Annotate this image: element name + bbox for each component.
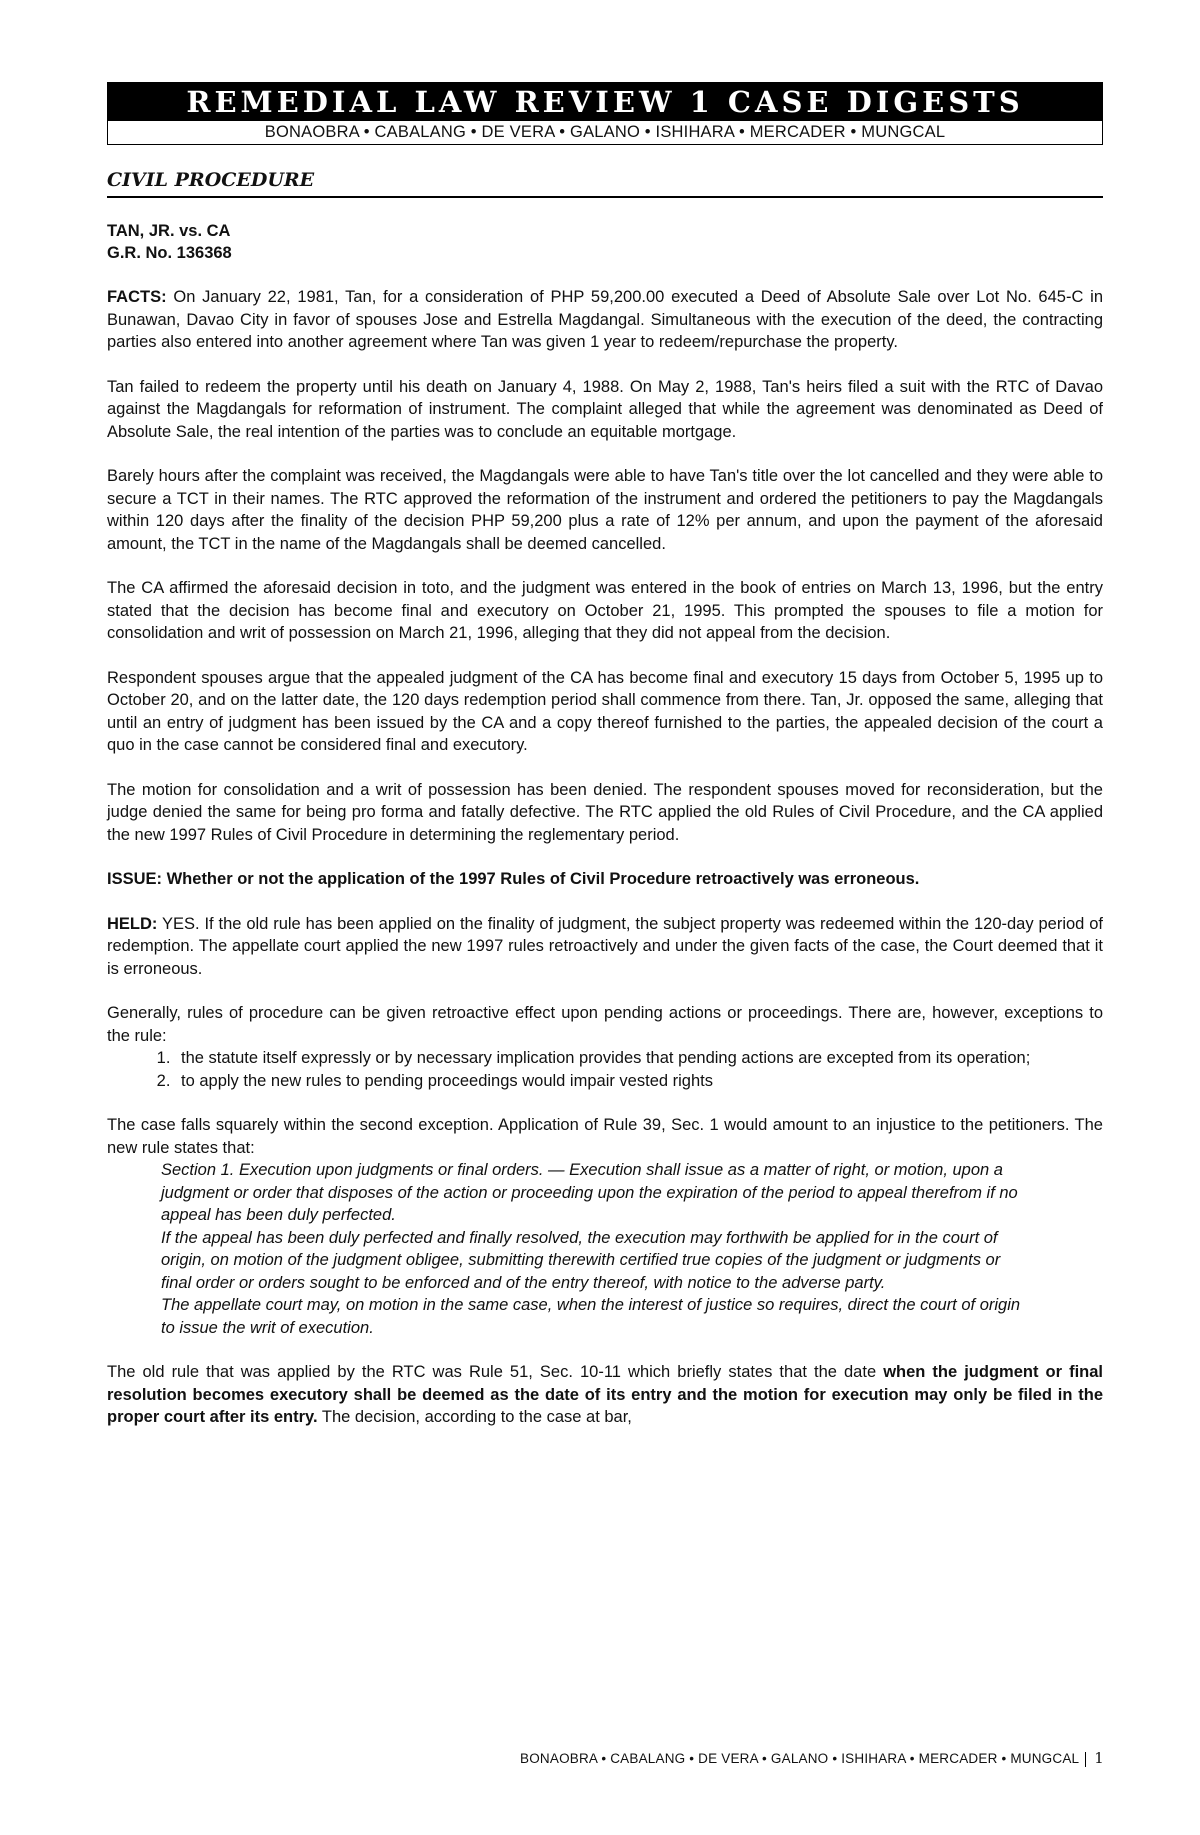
- second-exception-paragraph: The case falls squarely within the second exception. Application of Rule 39, Sec. 1 would amount to an injustice to the petitioners. The new rule states that:: [107, 1116, 1103, 1157]
- facts-label: FACTS:: [107, 288, 167, 306]
- page-number: 1: [1094, 1749, 1104, 1767]
- issue-text: Whether or not the application of the 1997 Rules of Civil Procedure retroactively was erroneous.: [166, 870, 920, 888]
- footer-authors: BONAOBRA • CABALANG • DE VERA • GALANO • ISHIHARA • MERCADER • MUNGCAL: [520, 1751, 1080, 1766]
- facts-paragraph: Tan failed to redeem the property until his death on January 4, 1988. On May 2, 1988, Tan's heirs filed a suit with the RTC of Davao against the Magdangals for reformation of instrument. The complaint alleged that while the agreement was denominated as Deed of Absolute Sale, the real intention of the parties was to conclude an equitable mortgage.: [107, 377, 1103, 441]
- facts-paragraph: [107, 286, 1103, 354]
- general-rule-paragraph: Generally, rules of procedure can be given retroactive effect upon pending actions or proceedings. There are, however, exceptions to the rule:: [107, 1004, 1103, 1045]
- quoted-rule-paragraph: The appellate court may, on motion in the same case, when the interest of justice so requires, direct the court of origin to issue the writ of execution.: [161, 1296, 1021, 1337]
- facts-paragraph: Respondent spouses argue that the appealed judgment of the CA has become final and executory 15 days from October 5, 1995 up to October 20, and on the latter date, the 120 days redemption period shall commence from there. Tan, Jr. opposed the same, alleging that until an entry of judgment has been issued by the CA and a copy thereof furnished to the parties, the appealed decision of the court a quo in the case cannot be considered final and executory.: [107, 668, 1103, 754]
- document-title: REMEDIAL LAW REVIEW 1 CASE DIGESTS: [108, 83, 1102, 121]
- facts-paragraph: The CA affirmed the aforesaid decision in toto, and the judgment was entered in the book of entries on March 13, 1996, but the entry stated that the decision has become final and executory on October 21, 1995. This prompted the spouses to file a motion for consolidation and writ of possession on March 21, 1996, alleging that they did not appeal from the decision.: [107, 579, 1103, 642]
- footer-divider: [1085, 1752, 1086, 1767]
- list-item: 1. the statute itself expressly or by necessary implication provides that pending actions are excepted from its operation;: [175, 1047, 1103, 1070]
- quoted-rule-paragraph: If the appeal has been duly perfected and finally resolved, the execution may forthwith be applied for in the court of origin, on motion of the judgment obligee, submitting therewith certified true copies of the judgment or judgments or final order or orders sought to be enforced and of the entry thereof, with notice to the adverse party.: [161, 1228, 1001, 1292]
- old-rule-bold: when the judgment or final resolution becomes executory shall be deemed as the date of its entry and the motion for execution may only be filed in the proper court after its entry.: [107, 1363, 1103, 1426]
- old-rule-tail: The decision, according to the case at bar,: [317, 1408, 632, 1426]
- exceptions-list: [107, 1047, 1103, 1092]
- authors-line: BONAOBRA • CABALANG • DE VERA • GALANO • ISHIHARA • MERCADER • MUNGCAL: [108, 121, 1102, 144]
- case-number: G.R. No. 136368: [107, 244, 232, 262]
- case-name: TAN, JR. vs. CA: [107, 222, 231, 240]
- facts-paragraph: The motion for consolidation and a writ of possession has been denied. The respondent spouses moved for reconsideration, but the judge denied the same for being pro forma and fatally defective. The RTC applied the old Rules of Civil Procedure, and the CA applied the new 1997 Rules of Civil Procedure in determining the reglementary period.: [107, 780, 1103, 844]
- held-label: HELD:: [107, 914, 158, 933]
- list-item: 2. to apply the new rules to pending proceedings would impair vested rights: [175, 1070, 1103, 1093]
- facts-paragraph: Barely hours after the complaint was received, the Magdangals were able to have Tan's title over the lot cancelled and they were able to secure a TCT in their names. The RTC approved the reformation of the instrument and ordered the petitioners to pay the Magdangals within 120 days after the finality of the decision PHP 59,200 plus a rate of 12% per annum, and upon the payment of the aforesaid amount, the TCT in the name of the Magdangals shall be deemed cancelled.: [107, 467, 1103, 553]
- held-text: YES. If the old rule has been applied on the finality of judgment, the subject property was redeemed within the 120-day period of redemption. The appellate court applied the new 1997 rules retroactively and under the given facts of the case, the Court deemed that it is erroneous.: [107, 914, 1103, 978]
- section-heading: CIVIL PROCEDURE: [107, 169, 1103, 198]
- page-footer: [520, 1749, 1104, 1767]
- document-page: [107, 82, 1103, 1429]
- issue-label: ISSUE:: [107, 870, 163, 888]
- facts-text: On January 22, 1981, Tan, for a consideration of PHP 59,200.00 executed a Deed of Absolute Sale over Lot No. 645-C in Bunawan, Davao City in favor of spouses Jose and Estrella Magdangal. Simultaneous with the execution of the deed, the contracting parties also entered into another agreement where Tan was given 1 year to redeem/repurchase the property.: [107, 288, 1103, 351]
- old-rule-paragraph: [107, 1361, 1103, 1429]
- header-banner: [107, 82, 1103, 145]
- quoted-rule-paragraph: Section 1. Execution upon judgments or final orders. — Execution shall issue as a matter of right, or motion, upon a judgment or order that disposes of the action or proceeding upon the expiration of the period to appeal therefrom if no appeal has been duly perfected.: [161, 1161, 1018, 1224]
- held-paragraph: [107, 913, 1103, 981]
- issue-paragraph: [107, 868, 1103, 891]
- old-rule-intro: The old rule that was applied by the RTC was Rule 51, Sec. 10-11 which briefly states that the date: [107, 1363, 884, 1381]
